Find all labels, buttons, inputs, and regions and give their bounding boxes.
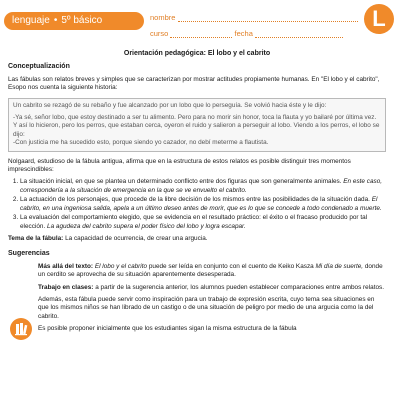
subject-label: lenguaje [12, 15, 50, 26]
item-text: La situación inicial, en que se plantea un determinado conflicto entre dos figuras que son generalmente animales. [20, 178, 342, 186]
page-header [0, 0, 400, 44]
nombre-row [150, 12, 358, 24]
list-item [20, 178, 386, 195]
grade-label: 5º básico [61, 15, 103, 26]
book-title: El lobo y el cabrito [94, 262, 148, 270]
quote-line: -Ya sé, señor lobo, que estoy destinado a ser tu alimento. Pero para no morir sin honor, toca la flauta y yo bailaré por última vez. [13, 114, 377, 122]
more-text: donde un cerdito se aprovecha de su situación aparentemente desesperada. [38, 262, 383, 279]
book-title: Mi día de suerte, [315, 262, 364, 270]
nombre-field[interactable] [178, 12, 358, 22]
suggestions-heading: Sugerencias [8, 250, 50, 258]
more-text: puede ser leída en conjunto con el cuento de Keiko Kasza [148, 262, 314, 270]
page-title: Orientación pedagógica: El lobo y el cabrito [123, 50, 271, 57]
list-item [20, 196, 386, 213]
class-paragraph [38, 284, 386, 292]
subject-banner [4, 12, 144, 30]
extra-paragraph: Además, esta fábula puede servir como inspiración para un trabajo de expresión escrita, cuyo tema sea situaciones en que los mismos niños se han librado de un castigo o de una situación de peligro por medio de una argucia como la del cabrito. [38, 295, 375, 320]
books-icon [10, 318, 32, 340]
theme-label: Tema de la fábula: [8, 234, 64, 242]
item-example: El cabrito, en una ingeniosa salida, apela a un último deseo antes de morir, que es lo que se concede a todo condenado a muerte. [20, 196, 382, 212]
separator: • [53, 15, 58, 26]
subject-badge: L [364, 4, 394, 34]
class-label: Trabajo en clases: [38, 283, 94, 291]
curso-field[interactable] [170, 28, 232, 38]
more-paragraph [38, 263, 386, 280]
theme-text: La capacidad de ocurrencia, de crear una argucia. [65, 234, 208, 242]
structure-list [8, 178, 386, 230]
analysis-intro: Nolgaard, estudioso de la fábula antigua, afirma que en la estructura de estos relatos es posible distinguir tres momentos imprescindibles: [8, 157, 351, 174]
concept-heading: Conceptualización [8, 63, 70, 71]
list-item [20, 214, 386, 231]
fecha-field[interactable] [255, 28, 343, 38]
suggestions-block [8, 263, 386, 334]
fable-quote-box [8, 98, 386, 152]
item-example: En este caso, correspondería a la situación de emergencia en la que se ve envuelto el cabrito. [20, 178, 383, 194]
curso-row [150, 28, 343, 40]
intro-paragraph: Las fábulas son relatos breves y simples que se caracterizan por mostrar actitudes propiamente humanas. En "El lobo y el cabrito", Esopo nos cuenta la siguiente historia: [8, 75, 380, 92]
nombre-label: nombre [150, 13, 176, 22]
document-body [8, 50, 386, 338]
quote-line: Un cabrito se rezagó de su rebaño y fue alcanzado por un lobo que lo perseguía. Se volvió hacia éste y le dijo: [13, 101, 327, 109]
more-label: Más allá del texto: [38, 262, 94, 270]
theme-paragraph [8, 235, 386, 243]
item-example: La agudeza del cabrito supera el poder físico del lobo y logra escapar. [47, 222, 246, 230]
fecha-label: fecha [234, 29, 253, 38]
item-text: La evaluación del comportamiento elegido, que se evidencia en el resultado práctico: el éxito o el fracaso producido por tal elección. [20, 214, 368, 230]
item-text: La actuación de los personajes, que procede de la libre decisión de los mismos entre las posibilidades de la situación dada. [20, 196, 370, 204]
quote-line: Y así lo hicieron, pero los perros, que estaban cerca, oyeron el ruido y salieron a perseguir al lobo. Viendo a los perros, el lobo se dijo: [13, 122, 380, 138]
curso-label: curso [150, 29, 169, 38]
quote-line: -Con justicia me ha sucedido esto, porque siendo yo cazador, no debí meterme a flautista. [13, 139, 269, 147]
class-text: a partir de la sugerencia anterior, los alumnos pueden establecer comparaciones entre ambos relatos. [95, 283, 385, 291]
last-paragraph: Es posible proponer inicialmente que los estudiantes sigan la misma estructura de la fábula [38, 325, 297, 333]
